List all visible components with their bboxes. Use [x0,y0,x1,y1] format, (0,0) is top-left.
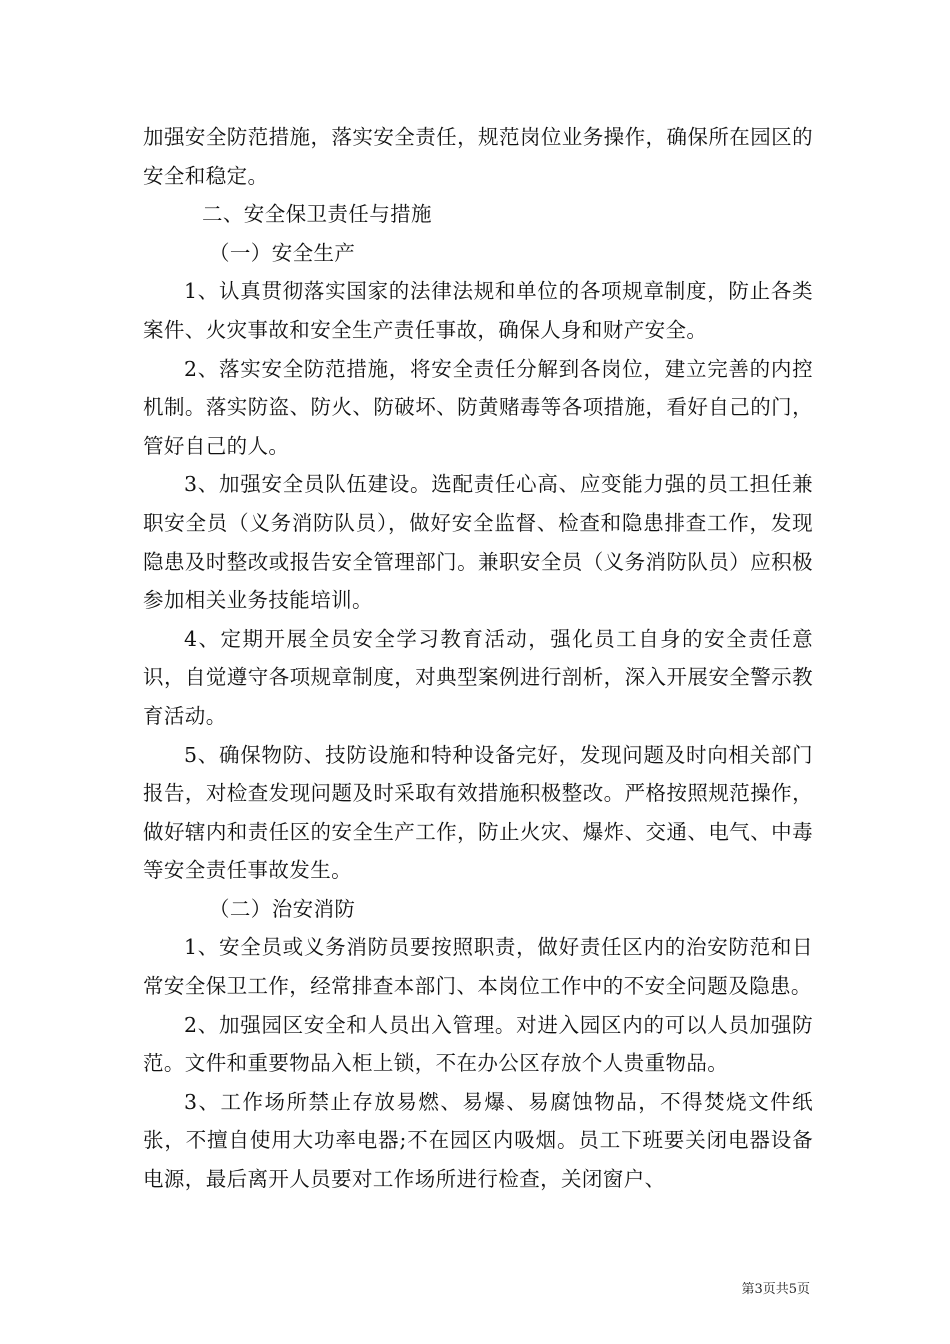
page-number-footer: 第3页共5页 [741,1282,810,1297]
paragraph-continuation: 加强安全防范措施，落实安全责任，规范岗位业务操作，确保所在园区的安全和稳定。 [143,125,813,188]
paragraph-fire-item-2: 2、加强园区安全和人员出入管理。对进入园区内的可以人员加强防范。文件和重要物品入柜上锁，不在办公区存放个人贵重物品。 [143,1012,813,1076]
section-heading-security-duties: 二、安全保卫责任与措施 [202,202,432,227]
paragraph-item-2: 2、落实安全防范措施，将安全责任分解到各岗位，建立完善的内控机制。落实防盗、防火、防破坏、防黄赌毒等各项措施，看好自己的门，管好自己的人。 [143,356,813,458]
document-body [143,118,813,1199]
paragraph-item-3: 3、加强安全员队伍建设。选配责任心高、应变能力强的员工担任兼职安全员（义务消防队员），做好安全监督、检查和隐患排查工作，发现隐患及时整改或报告安全管理部门。兼职安全员（义务消防队员）应积极参加相关业务技能培训。 [143,472,813,613]
paragraph-fire-item-1: 1、安全员或义务消防员要按照职责，做好责任区内的治安防范和日常安全保卫工作，经常排查本部门、本岗位工作中的不安全问题及隐患。 [143,935,813,999]
paragraph-fire-item-3: 3、工作场所禁止存放易燃、易爆、易腐蚀物品，不得焚烧文件纸张，不擅自使用大功率电器;不在园区内吸烟。员工下班要关闭电器设备电源，最后离开人员要对工作场所进行检查，关闭窗户、 [143,1089,813,1192]
subsection-heading-production-safety: （一）安全生产 [209,240,356,265]
paragraph-item-1: 1、认真贯彻落实国家的法律法规和单位的各项规章制度，防止各类案件、火灾事故和安全生产责任事故，确保人身和财产安全。 [143,279,813,342]
paragraph-item-4: 4、定期开展全员安全学习教育活动，强化员工自身的安全责任意识，自觉遵守各项规章制度，对典型案例进行剖析，深入开展安全警示教育活动。 [143,626,813,728]
paragraph-item-5: 5、确保物防、技防设施和特种设备完好，发现问题及时向相关部门报告，对检查发现问题及时采取有效措施积极整改。严格按照规范操作，做好辖内和责任区的安全生产工作，防止火灾、爆炸、交通、电气、中毒等安全责任事故发生。 [143,742,813,883]
subsection-heading-public-security-fire: （二）治安消防 [209,896,356,921]
